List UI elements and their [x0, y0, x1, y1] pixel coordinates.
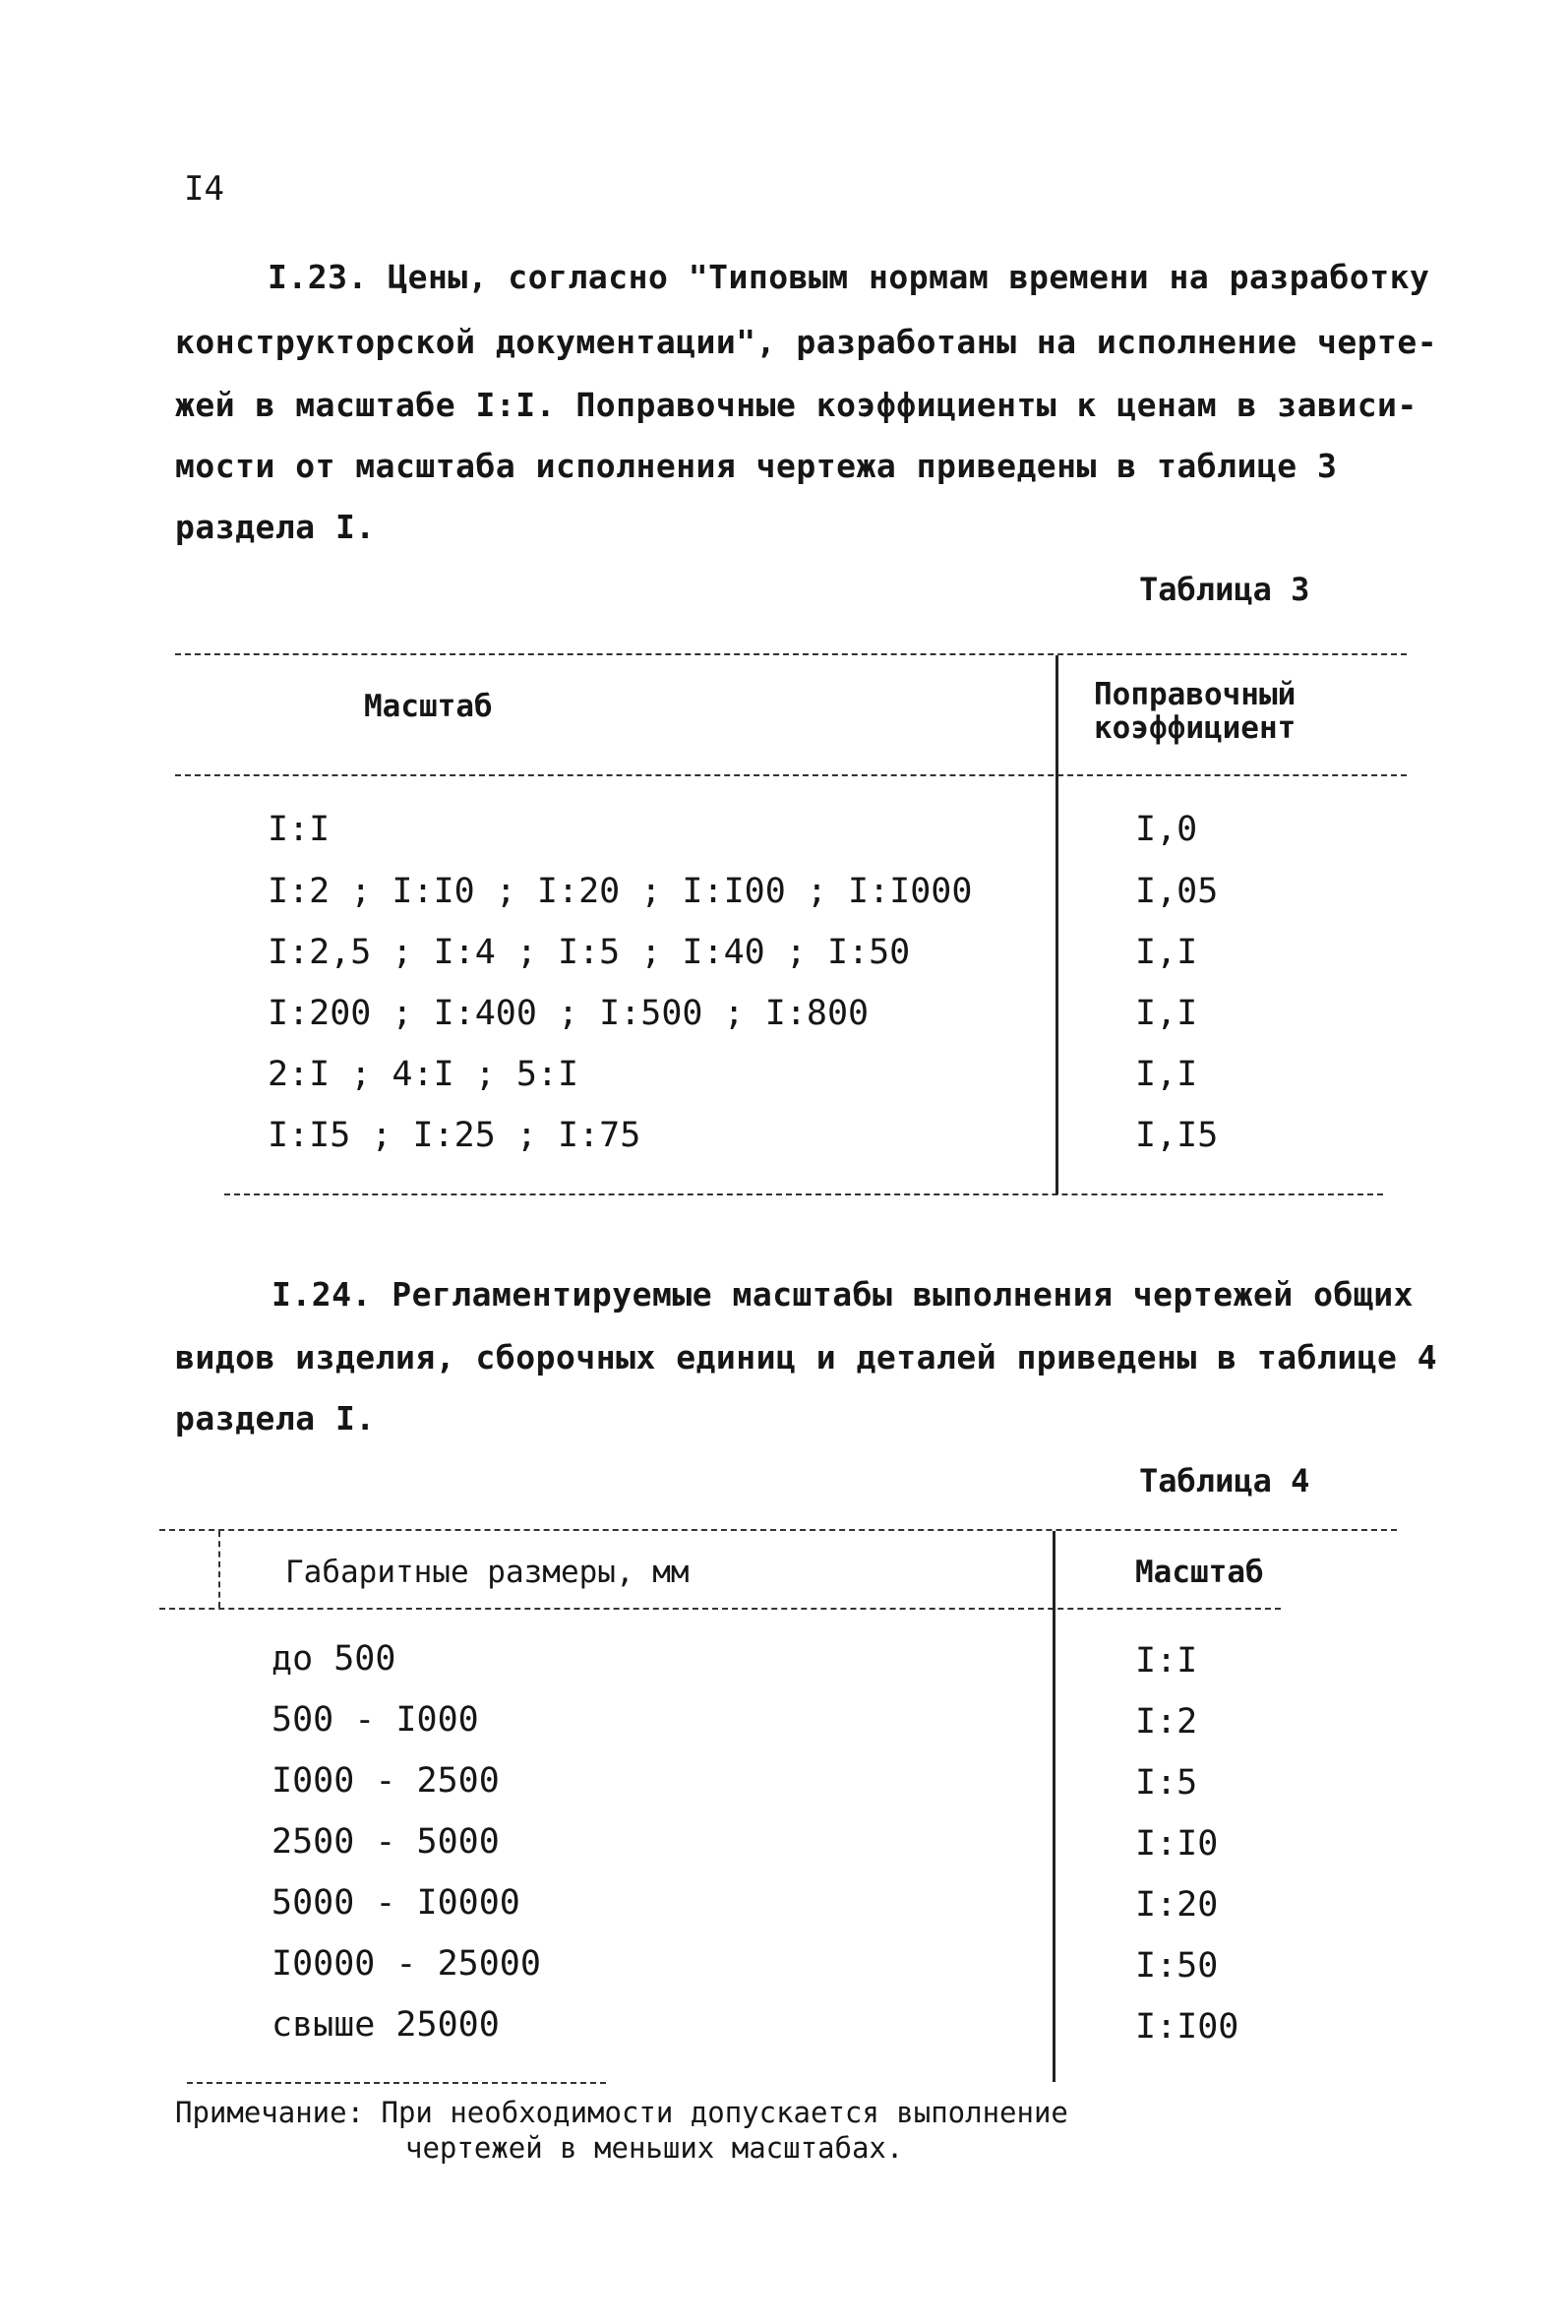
note-line: чертежей в меньших масштабах.	[405, 2131, 904, 2165]
table-4-row-size: I0000 - 25000	[271, 1944, 541, 1984]
table-4-header-rule	[159, 1608, 1281, 1610]
table-3-column-divider	[1055, 655, 1058, 1194]
paragraph-line: жей в масштабе I:I. Поправочные коэффициенты к ценам в зависи-	[175, 386, 1417, 424]
paragraph-line: раздела I.	[175, 1399, 376, 1437]
table-3-row-coef: I,I	[1135, 1055, 1198, 1094]
table-3-header-scale: Масштаб	[364, 689, 493, 724]
table-4-row-scale: I:I00	[1135, 2007, 1239, 2047]
table-3-header-rule	[175, 774, 1407, 776]
table-3-row-scale: I:I5 ; I:25 ; I:75	[268, 1116, 641, 1155]
table-4-row-size: 5000 - I0000	[271, 1883, 520, 1923]
table-4-header-size: Габаритные размеры, мм	[285, 1555, 690, 1590]
note-line: Примечание: При необходимости допускается выполнение	[175, 2096, 1068, 2129]
table-3-row-scale: I:2,5 ; I:4 ; I:5 ; I:40 ; I:50	[268, 933, 911, 972]
table-4-left-marker	[218, 1531, 220, 1608]
table-3-bottom-rule	[224, 1193, 1383, 1195]
paragraph-line: I.24. Регламентируемые масштабы выполнения чертежей общих	[271, 1275, 1414, 1314]
table-4-row-scale: I:50	[1135, 1946, 1219, 1986]
table-4-row-size: свыше 25000	[271, 2005, 500, 2045]
table-4-row-size: I000 - 2500	[271, 1761, 500, 1801]
table-3-row-scale: I:I	[268, 810, 331, 849]
paragraph-line: I.23. Цены, согласно "Типовым нормам времени на разработку	[268, 258, 1430, 296]
table-4-row-scale: I:I	[1135, 1641, 1198, 1681]
table-3-row-scale: 2:I ; 4:I ; 5:I	[268, 1055, 579, 1094]
table-3-row-scale: I:2 ; I:I0 ; I:20 ; I:I00 ; I:I000	[268, 872, 973, 911]
table-4-row-scale: I:5	[1135, 1763, 1198, 1803]
table-3-row-coef: I,I	[1135, 933, 1198, 972]
table-4-row-scale: I:20	[1135, 1885, 1219, 1925]
table-3-row-coef: I,05	[1135, 872, 1219, 911]
table-3-row-coef: I,0	[1135, 810, 1198, 849]
table-3-caption: Таблица 3	[1139, 571, 1310, 608]
table-3-row-scale: I:200 ; I:400 ; I:500 ; I:800	[268, 994, 870, 1033]
table-4-header-scale: Масштаб	[1135, 1555, 1264, 1590]
paragraph-line: конструкторской документации", разработаны на исполнение черте-	[175, 323, 1438, 361]
table-4-row-size: 500 - I000	[271, 1700, 479, 1740]
table-4-row-size: 2500 - 5000	[271, 1822, 500, 1862]
table-4-column-divider	[1053, 1531, 1055, 2082]
paragraph-line: мости от масштаба исполнения чертежа приведены в таблице 3	[175, 447, 1338, 485]
table-3-row-coef: I,I5	[1135, 1116, 1219, 1155]
table-3-header-coef-line1: Поправочный	[1094, 677, 1297, 712]
table-4-caption: Таблица 4	[1139, 1462, 1310, 1499]
table-4-row-size: до 500	[271, 1639, 396, 1679]
table-4-bottom-rule	[187, 2082, 606, 2084]
table-3-top-rule	[175, 653, 1407, 655]
table-3-row-coef: I,I	[1135, 994, 1198, 1033]
paragraph-line: раздела I.	[175, 508, 376, 546]
paragraph-line: видов изделия, сборочных единиц и деталей приведены в таблице 4	[175, 1338, 1438, 1376]
table-4-top-rule	[159, 1529, 1397, 1531]
table-3-header-coef-line2: коэффициент	[1094, 710, 1297, 746]
table-4-row-scale: I:I0	[1135, 1824, 1219, 1864]
page-number: I4	[184, 169, 224, 209]
table-4-row-scale: I:2	[1135, 1702, 1198, 1742]
